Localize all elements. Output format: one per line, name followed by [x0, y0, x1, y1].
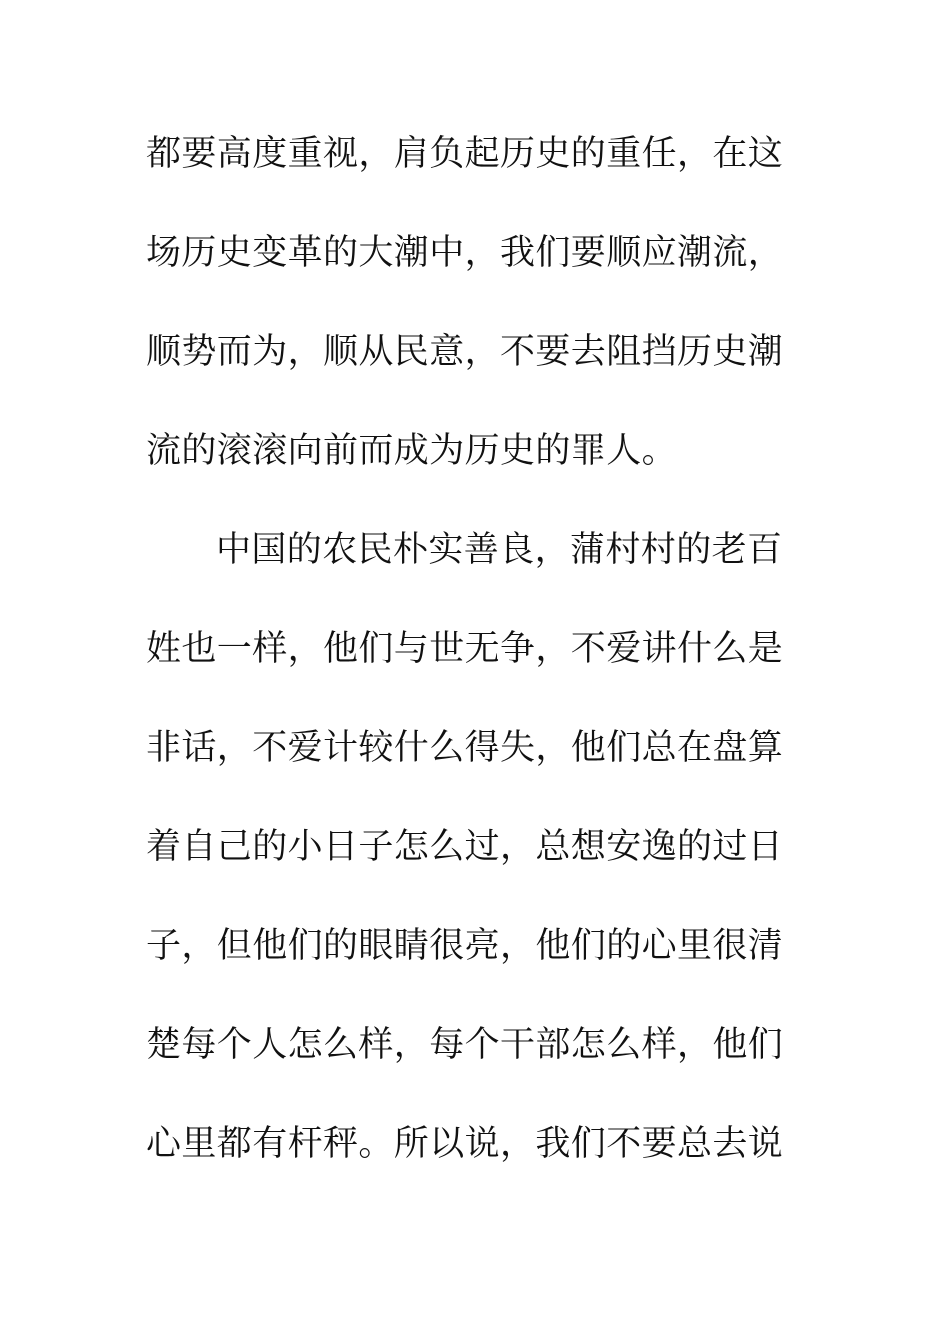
paragraph-2: [146, 520, 786, 1213]
text-line: 顺势而为，顺从民意，不要去阻挡历史潮: [146, 332, 784, 372]
text-line: 中国的农民朴实善良，蒲村村的老百: [216, 530, 783, 570]
text-line: 姓也一样，他们与世无争，不爱讲什么是: [146, 629, 784, 669]
text-line: 非话，不爱计较什么得失，他们总在盘算: [146, 728, 784, 768]
text-line: 场历史变革的大潮中，我们要顺应潮流，: [146, 233, 784, 273]
text-line: 楚每个人怎么样，每个干部怎么样，他们: [146, 1025, 784, 1065]
text-line: 心里都有杆秤。所以说，我们不要总去说: [146, 1124, 784, 1164]
text-line: 流的滚滚向前而成为历史的罪人。: [146, 431, 678, 471]
paragraph-1: [146, 124, 786, 520]
text-line: 着自己的小日子怎么过，总想安逸的过日: [146, 827, 784, 867]
text-line: 都要高度重视，肩负起历史的重任，在这: [146, 134, 784, 174]
text-line: 子，但他们的眼睛很亮，他们的心里很清: [146, 926, 784, 966]
body-text: [146, 124, 786, 1213]
